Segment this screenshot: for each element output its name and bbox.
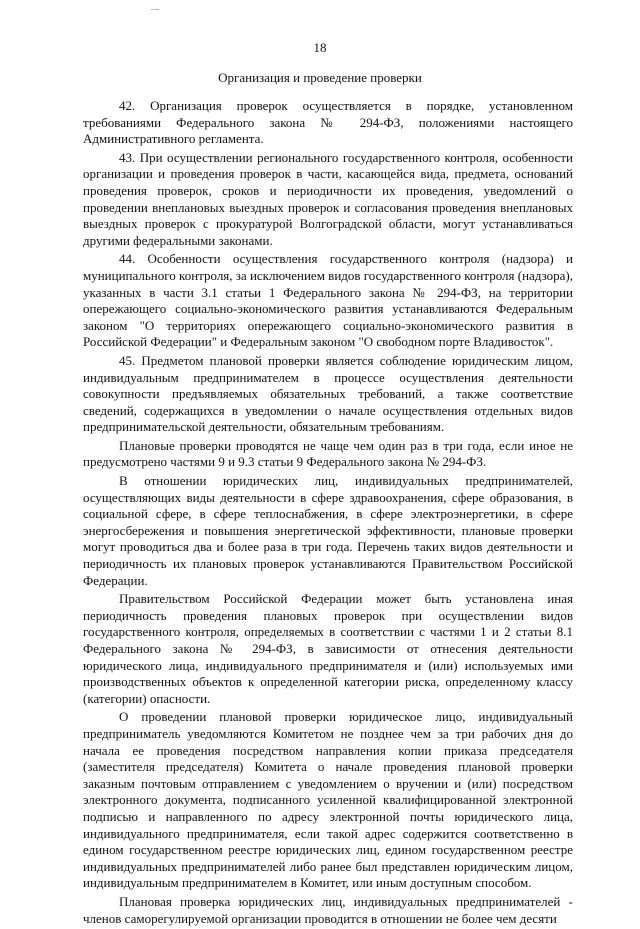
paragraph-43: 43. При осуществлении регионального государственного контроля, особенности организации и проведения проверок в части, касающейся вида, предмета, оснований проведения проверок, сроков и периодичности их проведения, уведомлений о проведении внеплановых выездных проверок и согласования проведения внеплановых выездных проверок с прокуратурой Волгоградской области, могут устанавливаться другими федеральными законами. [83, 149, 573, 248]
paragraph-notification: О проведении плановой проверки юридическое лицо, индивидуальный предприниматель уведомляются Комитетом не позднее чем за три рабочих дня до начала ее проведения посредством направления копии приказа председателя (заместителя председателя) Комитета о начале проведения плановой проверки заказным почтовым отправлением с уведомлением о вручении и (или) посредством электронного документа, подписанного усиленной квалифицированной электронной подписью и направленного по адресу электронной почты юридического лица, индивидуального предпринимателя, если такой адрес содержится соответственно в едином государственном реестре юридических лиц, едином государственном реестре индивидуальных предпринимателей либо ранее был представлен юридическим лицом, индивидуальным предпринимателем в Комитет, или иным доступным способом. [83, 709, 573, 891]
paragraph-self-regulatory: Плановая проверка юридических лиц, индивидуальных предпринимателей - членов саморегулируемой организации проводится в отношении не более чем десяти [83, 893, 573, 926]
paragraph-government-periodicity: Правительством Российской Федерации может быть установлена иная периодичность проведения плановых проверок при осуществлении видов государственного контроля, определяемых в соответствии с частями 1 и 2 статьи 8.1 Федерального закона № 294-ФЗ, в зависимости от отнесения деятельности юридического лица, индивидуального предпринимателя и (или) используемых ими производственных объектов к определенной категории риска, определенному классу (категории) опасности. [83, 591, 573, 706]
scan-mark [151, 9, 159, 10]
section-heading: Организация и проведение проверки [218, 70, 422, 85]
document-body [83, 98, 573, 929]
paragraph-42: 42. Организация проверок осуществляется в порядке, установленном требованиями Федерального закона № 294-ФЗ, положениями настоящего Административного регламента. [83, 98, 573, 147]
paragraph-planned-frequency: Плановые проверки проводятся не чаще чем один раз в три года, если иное не предусмотрено частями 9 и 9.3 статьи 9 Федерального закона № 294-ФЗ. [83, 437, 573, 470]
paragraph-45: 45. Предметом плановой проверки является соблюдение юридическим лицом, индивидуальным предпринимателем в процессе осуществления деятельности совокупности предъявляемых обязательных требований, а также соответствие сведений, содержащихся в уведомлении о начале осуществления отдельных видов предпринимательской деятельности, обязательным требованиям. [83, 352, 573, 435]
page-number: 18 [313, 40, 327, 55]
paragraph-44: 44. Особенности осуществления государственного контроля (надзора) и муниципального контроля, за исключением видов государственного контроля (надзора), указанных в части 3.1 статьи 1 Федерального закона № 294-ФЗ, на территории опережающего социально-экономического развития устанавливаются Федеральным законом "О территориях опережающего социально-экономического развития в Российской Федерации" и Федеральным законом "О свободном порте Владивосток". [83, 251, 573, 350]
paragraph-special-spheres: В отношении юридических лиц, индивидуальных предпринимателей, осуществляющих виды деятельности в сфере здравоохранения, сфере образования, в социальной сфере, в сфере теплоснабжения, в сфере электроэнергетики, в сфере энергосбережения и повышения энергетической эффективности, плановые проверки могут проводиться два и более раза в три года. Перечень таких видов деятельности и периодичность их плановых проверок устанавливаются Правительством Российской Федерации. [83, 473, 573, 588]
